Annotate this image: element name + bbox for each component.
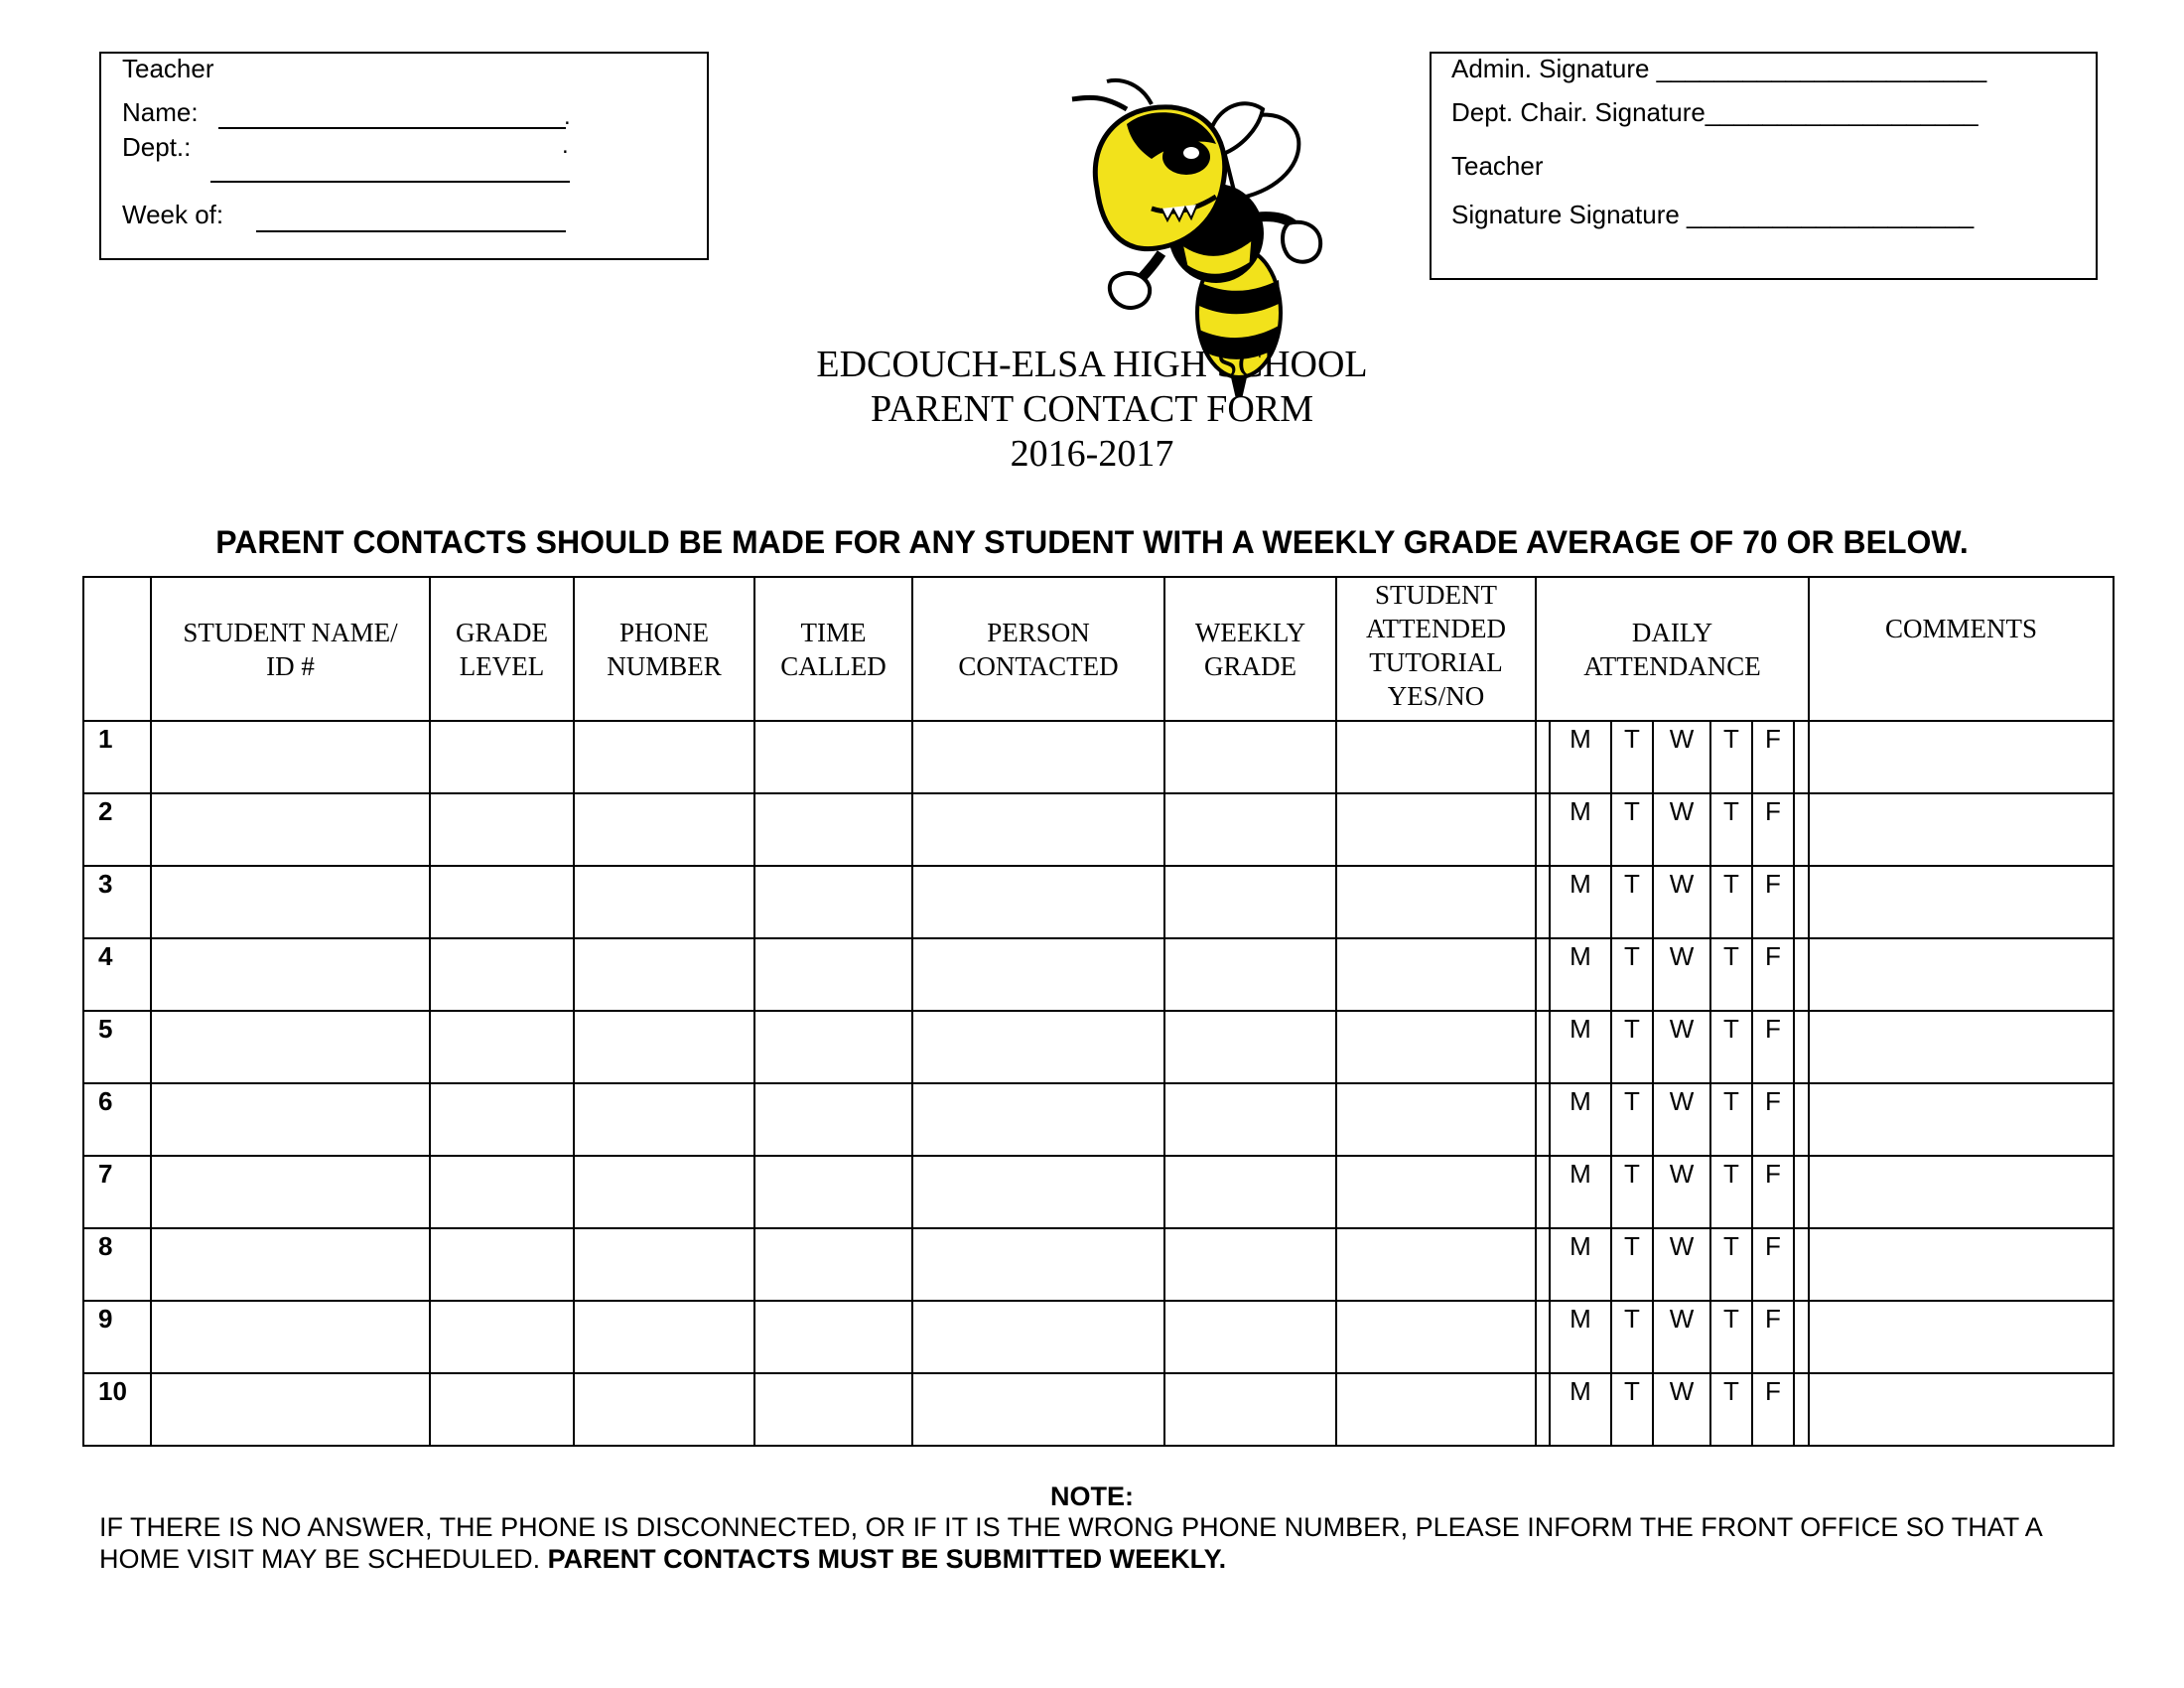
person-contacted-cell[interactable]	[912, 793, 1164, 866]
weekly-grade-cell[interactable]	[1164, 721, 1336, 793]
header-daily-attendance: DAILY ATTENDANCE	[1536, 577, 1809, 721]
teacher-name-label: Name:	[122, 97, 199, 127]
week-of-field[interactable]	[256, 230, 566, 232]
row-number: 4	[83, 938, 151, 1011]
header-grade-level: GRADE LEVEL	[430, 577, 574, 721]
week-of-label: Week of:	[122, 200, 224, 229]
attendance-day[interactable]: T	[1711, 722, 1753, 792]
table-row	[83, 1011, 2114, 1083]
attendance-day[interactable]: M	[1551, 1084, 1612, 1155]
attendance-day[interactable]: T	[1711, 1229, 1753, 1300]
attendance-day[interactable]: M	[1551, 794, 1612, 865]
attended-tutorial-cell[interactable]	[1336, 1011, 1536, 1083]
table-row	[83, 1301, 2114, 1373]
student-name-cell[interactable]	[151, 938, 430, 1011]
attendance-day[interactable]: F	[1753, 1012, 1795, 1082]
time-called-cell[interactable]	[754, 938, 912, 1011]
person-contacted-cell[interactable]	[912, 1301, 1164, 1373]
daily-attendance-cell	[1536, 1011, 1809, 1083]
attendance-day[interactable]: W	[1654, 794, 1711, 865]
note-body-text: IF THERE IS NO ANSWER, THE PHONE IS DISCONNECTED, OR IF IT IS THE WRONG PHONE NUMBER, PLEASE INFORM THE FRONT OFFICE SO THAT A HOME VISIT MAY BE SCHEDULED.	[99, 1512, 2042, 1574]
time-called-cell[interactable]	[754, 793, 912, 866]
comments-cell[interactable]	[1809, 1156, 2114, 1228]
attended-tutorial-cell[interactable]	[1336, 1373, 1536, 1446]
weekly-grade-cell[interactable]	[1164, 1301, 1336, 1373]
attendance-day[interactable]: W	[1654, 867, 1711, 937]
table-row	[83, 721, 2114, 793]
time-called-cell[interactable]	[754, 866, 912, 938]
table-row	[83, 1083, 2114, 1156]
daily-attendance-cell	[1536, 1156, 1809, 1228]
instruction-text: PARENT CONTACTS SHOULD BE MADE FOR ANY STUDENT WITH A WEEKLY GRADE AVERAGE OF 70 OR BELOW.	[215, 524, 1969, 560]
table-row	[83, 938, 2114, 1011]
attendance-day[interactable]: F	[1753, 867, 1795, 937]
row-number: 6	[83, 1083, 151, 1156]
comments-cell[interactable]	[1809, 866, 2114, 938]
comments-cell[interactable]	[1809, 1301, 2114, 1373]
comments-cell[interactable]	[1809, 938, 2114, 1011]
phone-number-cell[interactable]	[574, 1083, 754, 1156]
attendance-day[interactable]: T	[1612, 722, 1654, 792]
attendance-day[interactable]: T	[1612, 1229, 1654, 1300]
student-name-cell[interactable]	[151, 1228, 430, 1301]
comments-cell[interactable]	[1809, 793, 2114, 866]
weekly-grade-cell[interactable]	[1164, 1373, 1336, 1446]
attendance-day[interactable]: T	[1711, 939, 1753, 1010]
grade-level-cell[interactable]	[430, 1083, 574, 1156]
phone-number-cell[interactable]	[574, 1156, 754, 1228]
school-year: 2016-2017	[1010, 433, 1174, 475]
daily-attendance-cell	[1536, 938, 1809, 1011]
time-called-cell[interactable]	[754, 1011, 912, 1083]
header-time-called: TIME CALLED	[754, 577, 912, 721]
attended-tutorial-cell[interactable]	[1336, 721, 1536, 793]
table-row	[83, 1228, 2114, 1301]
attendance-day[interactable]: T	[1711, 1157, 1753, 1227]
attended-tutorial-cell[interactable]	[1336, 1083, 1536, 1156]
table-row	[83, 793, 2114, 866]
grade-level-cell[interactable]	[430, 721, 574, 793]
time-called-cell[interactable]	[754, 1301, 912, 1373]
attendance-day[interactable]: T	[1711, 1374, 1753, 1445]
weekly-grade-cell[interactable]	[1164, 1156, 1336, 1228]
phone-number-cell[interactable]	[574, 1011, 754, 1083]
grade-level-cell[interactable]	[430, 1373, 574, 1446]
attendance-day[interactable]: T	[1711, 794, 1753, 865]
daily-attendance-cell	[1536, 721, 1809, 793]
phone-number-cell[interactable]	[574, 721, 754, 793]
attended-tutorial-cell[interactable]	[1336, 866, 1536, 938]
attended-tutorial-cell[interactable]	[1336, 1156, 1536, 1228]
attendance-day[interactable]: W	[1654, 1157, 1711, 1227]
attendance-day[interactable]: F	[1753, 1374, 1795, 1445]
dept-chair-signature-line[interactable]: Dept. Chair. Signature___________________	[1451, 97, 1979, 127]
student-name-cell[interactable]	[151, 1083, 430, 1156]
time-called-cell[interactable]	[754, 1156, 912, 1228]
attendance-day[interactable]: W	[1654, 1302, 1711, 1372]
header-person-contacted: PERSON CONTACTED	[912, 577, 1164, 721]
person-contacted-cell[interactable]	[912, 938, 1164, 1011]
attendance-day[interactable]: F	[1753, 1157, 1795, 1227]
row-number: 7	[83, 1156, 151, 1228]
phone-number-cell[interactable]	[574, 1301, 754, 1373]
student-name-cell[interactable]	[151, 866, 430, 938]
attendance-day[interactable]: T	[1711, 1302, 1753, 1372]
phone-number-cell[interactable]	[574, 1373, 754, 1446]
attendance-day[interactable]: T	[1612, 939, 1654, 1010]
student-name-cell[interactable]	[151, 721, 430, 793]
attendance-day[interactable]: M	[1551, 722, 1612, 792]
time-called-cell[interactable]	[754, 1373, 912, 1446]
row-number: 8	[83, 1228, 151, 1301]
person-contacted-cell[interactable]	[912, 1373, 1164, 1446]
row-number: 9	[83, 1301, 151, 1373]
weekly-grade-cell[interactable]	[1164, 793, 1336, 866]
daily-attendance-cell	[1536, 1373, 1809, 1446]
header-weekly-grade: WEEKLY GRADE	[1164, 577, 1336, 721]
note-emphasis: PARENT CONTACTS MUST BE SUBMITTED WEEKLY.	[547, 1544, 1227, 1574]
attended-tutorial-cell[interactable]	[1336, 1301, 1536, 1373]
attendance-day[interactable]: M	[1551, 1157, 1612, 1227]
attendance-day[interactable]: T	[1612, 1084, 1654, 1155]
attended-tutorial-cell[interactable]	[1336, 1228, 1536, 1301]
attendance-day[interactable]: W	[1654, 1374, 1711, 1445]
school-title: EDCOUCH-ELSA HIGH SCHOOL	[816, 344, 1368, 385]
student-name-cell[interactable]	[151, 1301, 430, 1373]
header-comments: COMMENTS	[1809, 577, 2114, 721]
comments-cell[interactable]	[1809, 721, 2114, 793]
teacher-dept-field[interactable]	[210, 181, 570, 183]
admin-signature-line[interactable]: Admin. Signature _______________________	[1451, 54, 1987, 83]
phone-number-cell[interactable]	[574, 793, 754, 866]
time-called-cell[interactable]	[754, 1228, 912, 1301]
attendance-day[interactable]: T	[1711, 1012, 1753, 1082]
weekly-grade-cell[interactable]	[1164, 866, 1336, 938]
weekly-grade-cell[interactable]	[1164, 1011, 1336, 1083]
time-called-cell[interactable]	[754, 1083, 912, 1156]
parent-contact-table	[82, 576, 2115, 1447]
person-contacted-cell[interactable]	[912, 1156, 1164, 1228]
daily-attendance-cell	[1536, 866, 1809, 938]
comments-cell[interactable]	[1809, 1011, 2114, 1083]
person-contacted-cell[interactable]	[912, 721, 1164, 793]
attendance-day[interactable]: F	[1753, 1084, 1795, 1155]
attendance-day[interactable]: M	[1551, 1374, 1612, 1445]
attendance-day[interactable]: W	[1654, 722, 1711, 792]
attendance-day[interactable]: M	[1551, 1229, 1612, 1300]
note-heading: NOTE:	[1050, 1481, 1134, 1511]
attended-tutorial-cell[interactable]	[1336, 793, 1536, 866]
attendance-day[interactable]: F	[1753, 1229, 1795, 1300]
comments-cell[interactable]	[1809, 1373, 2114, 1446]
teacher-heading: Teacher	[122, 54, 214, 83]
header-phone-number: PHONE NUMBER	[574, 577, 754, 721]
attended-tutorial-cell[interactable]	[1336, 938, 1536, 1011]
attendance-day[interactable]: W	[1654, 1084, 1711, 1155]
attendance-day[interactable]: M	[1551, 1012, 1612, 1082]
attendance-day[interactable]: W	[1654, 1229, 1711, 1300]
student-name-cell[interactable]	[151, 793, 430, 866]
weekly-grade-cell[interactable]	[1164, 1228, 1336, 1301]
daily-attendance-cell	[1536, 1301, 1809, 1373]
student-name-cell[interactable]	[151, 1373, 430, 1446]
table-row	[83, 1373, 2114, 1446]
weekly-grade-cell[interactable]	[1164, 1083, 1336, 1156]
row-number: 5	[83, 1011, 151, 1083]
daily-attendance-cell	[1536, 1083, 1809, 1156]
person-contacted-cell[interactable]	[912, 866, 1164, 938]
row-number: 1	[83, 721, 151, 793]
attendance-day[interactable]: T	[1612, 867, 1654, 937]
form-title: PARENT CONTACT FORM	[870, 388, 1314, 430]
daily-attendance-cell	[1536, 1228, 1809, 1301]
table-row	[83, 1156, 2114, 1228]
attendance-day[interactable]: T	[1711, 867, 1753, 937]
phone-number-cell[interactable]	[574, 938, 754, 1011]
grade-level-cell[interactable]	[430, 1156, 574, 1228]
grade-level-cell[interactable]	[430, 866, 574, 938]
row-number: 2	[83, 793, 151, 866]
grade-level-cell[interactable]	[430, 1228, 574, 1301]
teacher-signature-heading: Teacher	[1451, 151, 1544, 181]
grade-level-cell[interactable]	[430, 793, 574, 866]
header-row-number	[83, 577, 151, 721]
attendance-day[interactable]: T	[1612, 794, 1654, 865]
comments-cell[interactable]	[1809, 1228, 2114, 1301]
attendance-day[interactable]: T	[1612, 1374, 1654, 1445]
person-contacted-cell[interactable]	[912, 1083, 1164, 1156]
person-contacted-cell[interactable]	[912, 1228, 1164, 1301]
weekly-grade-cell[interactable]	[1164, 938, 1336, 1011]
attendance-day[interactable]: T	[1612, 1302, 1654, 1372]
attendance-day[interactable]: W	[1654, 939, 1711, 1010]
attendance-day[interactable]: F	[1753, 722, 1795, 792]
attendance-day[interactable]: M	[1551, 1302, 1612, 1372]
row-number: 10	[83, 1373, 151, 1446]
teacher-signature-line[interactable]: Signature Signature ____________________	[1451, 200, 1975, 229]
attendance-day[interactable]: T	[1612, 1012, 1654, 1082]
teacher-name-field[interactable]	[218, 127, 566, 129]
grade-level-cell[interactable]	[430, 1301, 574, 1373]
header-student-name: STUDENT NAME/ ID #	[151, 577, 430, 721]
student-name-cell[interactable]	[151, 1011, 430, 1083]
attendance-day[interactable]: T	[1711, 1084, 1753, 1155]
attendance-day[interactable]: M	[1551, 939, 1612, 1010]
note-text	[99, 1511, 2124, 1575]
attendance-day[interactable]: F	[1753, 1302, 1795, 1372]
teacher-dept-label: Dept.:	[122, 132, 192, 162]
attendance-day[interactable]: M	[1551, 867, 1612, 937]
comments-cell[interactable]	[1809, 1083, 2114, 1156]
row-number: 3	[83, 866, 151, 938]
phone-number-cell[interactable]	[574, 866, 754, 938]
table-row	[83, 866, 2114, 938]
grade-level-cell[interactable]	[430, 1011, 574, 1083]
grade-level-cell[interactable]	[430, 938, 574, 1011]
attendance-day[interactable]: F	[1753, 794, 1795, 865]
attendance-day[interactable]: T	[1612, 1157, 1654, 1227]
time-called-cell[interactable]	[754, 721, 912, 793]
attendance-day[interactable]: F	[1753, 939, 1795, 1010]
header-attended-tutorial: STUDENT ATTENDED TUTORIAL YES/NO	[1336, 577, 1536, 721]
phone-number-cell[interactable]	[574, 1228, 754, 1301]
person-contacted-cell[interactable]	[912, 1011, 1164, 1083]
daily-attendance-cell	[1536, 793, 1809, 866]
student-name-cell[interactable]	[151, 1156, 430, 1228]
attendance-day[interactable]: W	[1654, 1012, 1711, 1082]
